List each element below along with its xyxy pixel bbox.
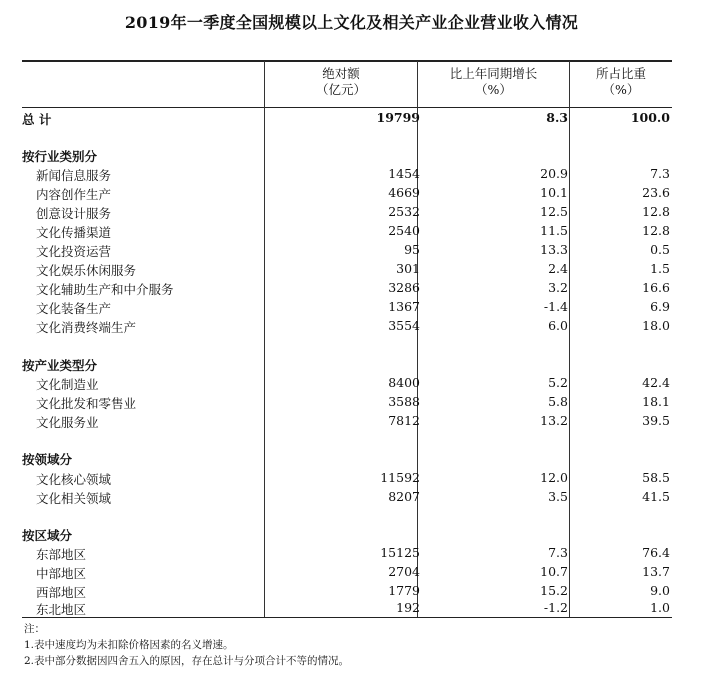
table-row [22, 221, 672, 240]
share-value: 39.5 [642, 413, 670, 428]
table-row [22, 164, 672, 183]
growth-rate: 13.3 [540, 242, 568, 257]
growth-rate: 5.8 [548, 394, 568, 409]
header-unit: （%） [602, 82, 640, 97]
header-unit: （亿元） [315, 82, 366, 97]
absolute-value: 4669 [388, 185, 420, 200]
table-row [22, 259, 672, 278]
table-row [22, 411, 672, 430]
growth-rate: 3.2 [548, 280, 568, 295]
header-share [570, 66, 672, 98]
table-row [22, 240, 672, 259]
growth-rate: 20.9 [540, 166, 568, 181]
share-value: 0.5 [650, 242, 670, 257]
share-value: 23.6 [642, 185, 670, 200]
table-row [22, 487, 672, 506]
absolute-value: 3554 [388, 318, 420, 333]
growth-rate: 8.3 [546, 110, 568, 125]
share-value: 42.4 [642, 375, 670, 390]
absolute-value: 95 [404, 242, 420, 257]
share-value: 100.0 [630, 110, 670, 125]
section-title: 按领域分 [22, 452, 73, 467]
note-line: 2.表中部分数据因四舍五入的原因，存在总计与分项合计不等的情况。 [24, 655, 350, 667]
header-label: 所占比重 [595, 66, 646, 81]
growth-rate: 15.2 [540, 583, 568, 598]
row-label: 文化相关领域 [36, 491, 112, 506]
share-value: 7.3 [650, 166, 670, 181]
growth-rate: 12.0 [540, 470, 568, 485]
section-title: 按区域分 [22, 528, 73, 543]
table-row [22, 562, 672, 581]
section-title: 按行业类别分 [22, 149, 98, 164]
absolute-value: 192 [396, 600, 420, 615]
share-value: 13.7 [642, 564, 670, 579]
row-label: 中部地区 [36, 566, 87, 581]
growth-rate: 12.5 [540, 204, 568, 219]
table-row [22, 183, 672, 202]
row-label: 文化消费终端生产 [36, 320, 137, 335]
row-label: 东北地区 [36, 602, 87, 617]
row-label: 总 计 [22, 112, 52, 127]
row-label: 创意设计服务 [36, 206, 112, 221]
absolute-value: 7812 [388, 413, 420, 428]
row-label: 文化娱乐休闲服务 [36, 263, 137, 278]
growth-rate: -1.2 [543, 600, 568, 615]
header-growth-rate [418, 66, 569, 98]
growth-rate: 13.2 [540, 413, 568, 428]
growth-rate: 10.7 [540, 564, 568, 579]
absolute-value: 11592 [380, 470, 420, 485]
table-row [22, 543, 672, 562]
share-value: 18.1 [642, 394, 670, 409]
row-label: 东部地区 [36, 547, 87, 562]
absolute-value: 8400 [388, 375, 420, 390]
note-line: 1.表中速度均为未扣除价格因素的名义增速。 [24, 639, 234, 651]
table-bottom-rule [22, 617, 672, 618]
share-value: 58.5 [642, 470, 670, 485]
share-value: 41.5 [642, 489, 670, 504]
growth-rate: 2.4 [548, 261, 568, 276]
table-title: 2019年一季度全国规模以上文化及相关产业企业营业收入情况 [124, 13, 579, 32]
table-row [22, 392, 672, 411]
table-row [22, 468, 672, 487]
growth-rate: 6.0 [548, 318, 568, 333]
section-header-industry [22, 145, 672, 164]
table-top-rule [22, 60, 672, 62]
table-row [22, 297, 672, 316]
row-label: 西部地区 [36, 585, 87, 600]
row-label: 文化传播渠道 [36, 225, 112, 240]
absolute-value: 1454 [388, 166, 420, 181]
absolute-value: 301 [396, 261, 420, 276]
share-value: 9.0 [650, 583, 670, 598]
share-value: 12.8 [642, 204, 670, 219]
share-value: 12.8 [642, 223, 670, 238]
absolute-value: 3588 [388, 394, 420, 409]
table-row [22, 278, 672, 297]
share-value: 6.9 [650, 299, 670, 314]
row-label: 文化批发和零售业 [36, 396, 137, 411]
absolute-value: 2532 [388, 204, 420, 219]
row-label: 新闻信息服务 [36, 168, 112, 183]
share-value: 1.0 [650, 600, 670, 615]
table-notes [24, 621, 349, 669]
absolute-value: 19799 [376, 110, 420, 125]
growth-rate: 3.5 [548, 489, 568, 504]
absolute-value: 8207 [388, 489, 420, 504]
share-value: 18.0 [642, 318, 670, 333]
growth-rate: -1.4 [543, 299, 568, 314]
table-row [22, 202, 672, 221]
row-label: 文化装备生产 [36, 301, 112, 316]
absolute-value: 2540 [388, 223, 420, 238]
header-unit: （%） [475, 82, 512, 97]
absolute-value: 1779 [388, 583, 420, 598]
row-label: 内容创作生产 [36, 187, 112, 202]
row-label: 文化辅助生产和中介服务 [36, 282, 174, 297]
header-absolute-value [265, 66, 417, 98]
growth-rate: 11.5 [540, 223, 568, 238]
growth-rate: 7.3 [548, 545, 568, 560]
absolute-value: 15125 [380, 545, 420, 560]
table-row [22, 316, 672, 335]
share-value: 16.6 [642, 280, 670, 295]
row-label: 文化投资运营 [36, 244, 112, 259]
section-title: 按产业类型分 [22, 358, 98, 373]
share-value: 1.5 [650, 261, 670, 276]
total-row [22, 108, 672, 127]
absolute-value: 1367 [388, 299, 420, 314]
table-row [22, 598, 672, 617]
growth-rate: 5.2 [548, 375, 568, 390]
growth-rate: 10.1 [540, 185, 568, 200]
header-label: 绝对额 [322, 66, 360, 81]
row-label: 文化制造业 [36, 377, 99, 392]
share-value: 76.4 [642, 545, 670, 560]
row-label: 文化核心领域 [36, 472, 112, 487]
header-label: 比上年同期增长 [449, 66, 538, 81]
section-header-region [22, 524, 672, 543]
note-heading: 注： [24, 623, 45, 635]
table-row [22, 373, 672, 392]
absolute-value: 3286 [388, 280, 420, 295]
section-header-industry-type [22, 354, 672, 373]
section-header-domain [22, 448, 672, 467]
row-label: 文化服务业 [36, 415, 99, 430]
absolute-value: 2704 [388, 564, 420, 579]
